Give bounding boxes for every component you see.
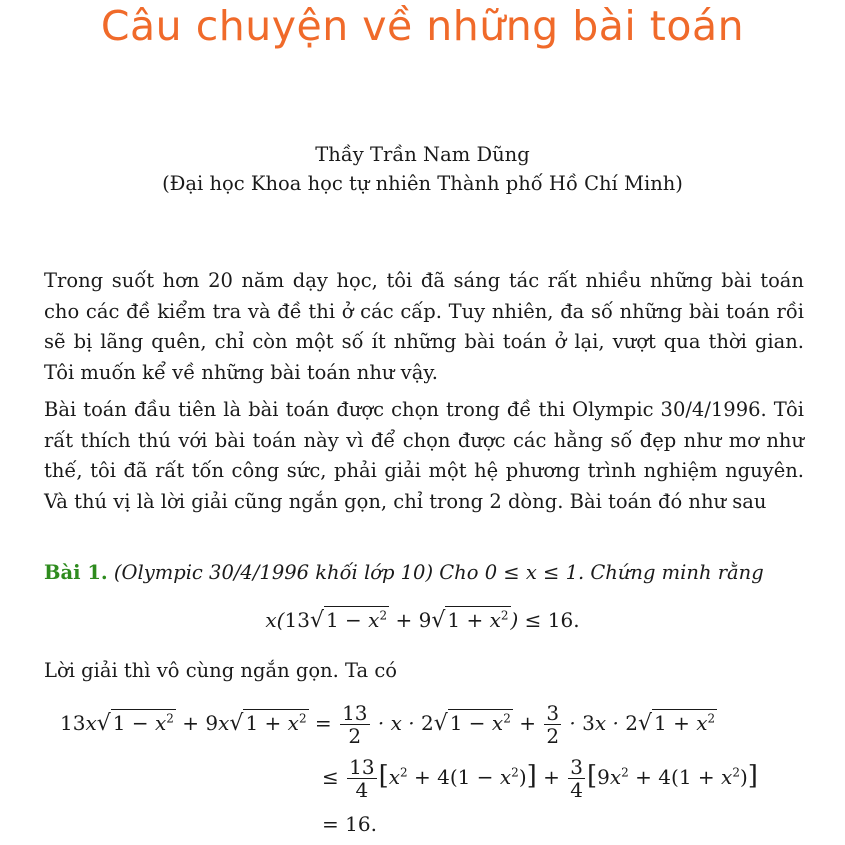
page-title: Câu chuyện về những bài toán: [100, 2, 745, 50]
solution-line-3: = 16.: [322, 812, 377, 836]
solution-line-1: 13x√ $1 - x^2 + 9x√$ $1 + x^2$ = $\frac{13}{2}$ · x · 2√ $1 - x^2$ + $\frac{3}{2}$ · 3x · 2√ $1 + x^2$: [60, 701, 716, 748]
problem-condition: 0 ≤ x ≤ 1.: [484, 561, 585, 584]
intro-paragraph: Trong suốt hơn 20 năm dạy học, tôi đã sáng tác rất nhiều những bài toán cho các đề kiểm tra và đề thi ở các cấp. Tuy nhiên, đa số những bài toán rồi sẽ bị lãng quên, chỉ còn một số ít những bài toán ở lại, vượt qua thời gian. Tôi muốn kể về những bài toán như vậy.: [44, 269, 804, 384]
problem-label: Bài 1.: [44, 561, 108, 584]
solution-intro: Lời giải thì vô cùng ngắn gọn. Ta có: [44, 659, 397, 682]
problem-claim: Chứng minh rằng: [590, 561, 764, 584]
problem-inequality: x(13√ $1 - x^2 + 9√$ $1 + x^2$ ) ≤ 16.: [265, 608, 580, 633]
author-affiliation: (Đại học Khoa học tự nhiên Thành phố Hồ Chí Minh): [162, 172, 683, 195]
problem-source: (Olympic 30/4/1996 khối lớp 10): [113, 561, 434, 584]
author-name: Thầy Trần Nam Dũng: [315, 143, 530, 166]
problem-given: Cho: [439, 561, 479, 584]
author-block: [0, 140, 845, 198]
problem-statement: [44, 558, 804, 588]
solution-line-2: ≤ $\frac{13}{4}$ $[x^2 + 4(1 - x^2)]$ + $\frac{3}{4}$ $[9x^2 + 4(1 + x^2)]$: [322, 755, 758, 802]
second-paragraph: Bài toán đầu tiên là bài toán được chọn trong đề thi Olympic 30/4/1996. Tôi rất thích thú với bài toán này vì để chọn được các hằng số đẹp như mơ như thế, tôi đã rất tốn công sức, phải giải một hệ phương trình nghiệm nguyên. Và thú vị là lời giải cũng ngắn gọn, chỉ trong 2 dòng. Bài toán đó như sau: [44, 398, 804, 513]
